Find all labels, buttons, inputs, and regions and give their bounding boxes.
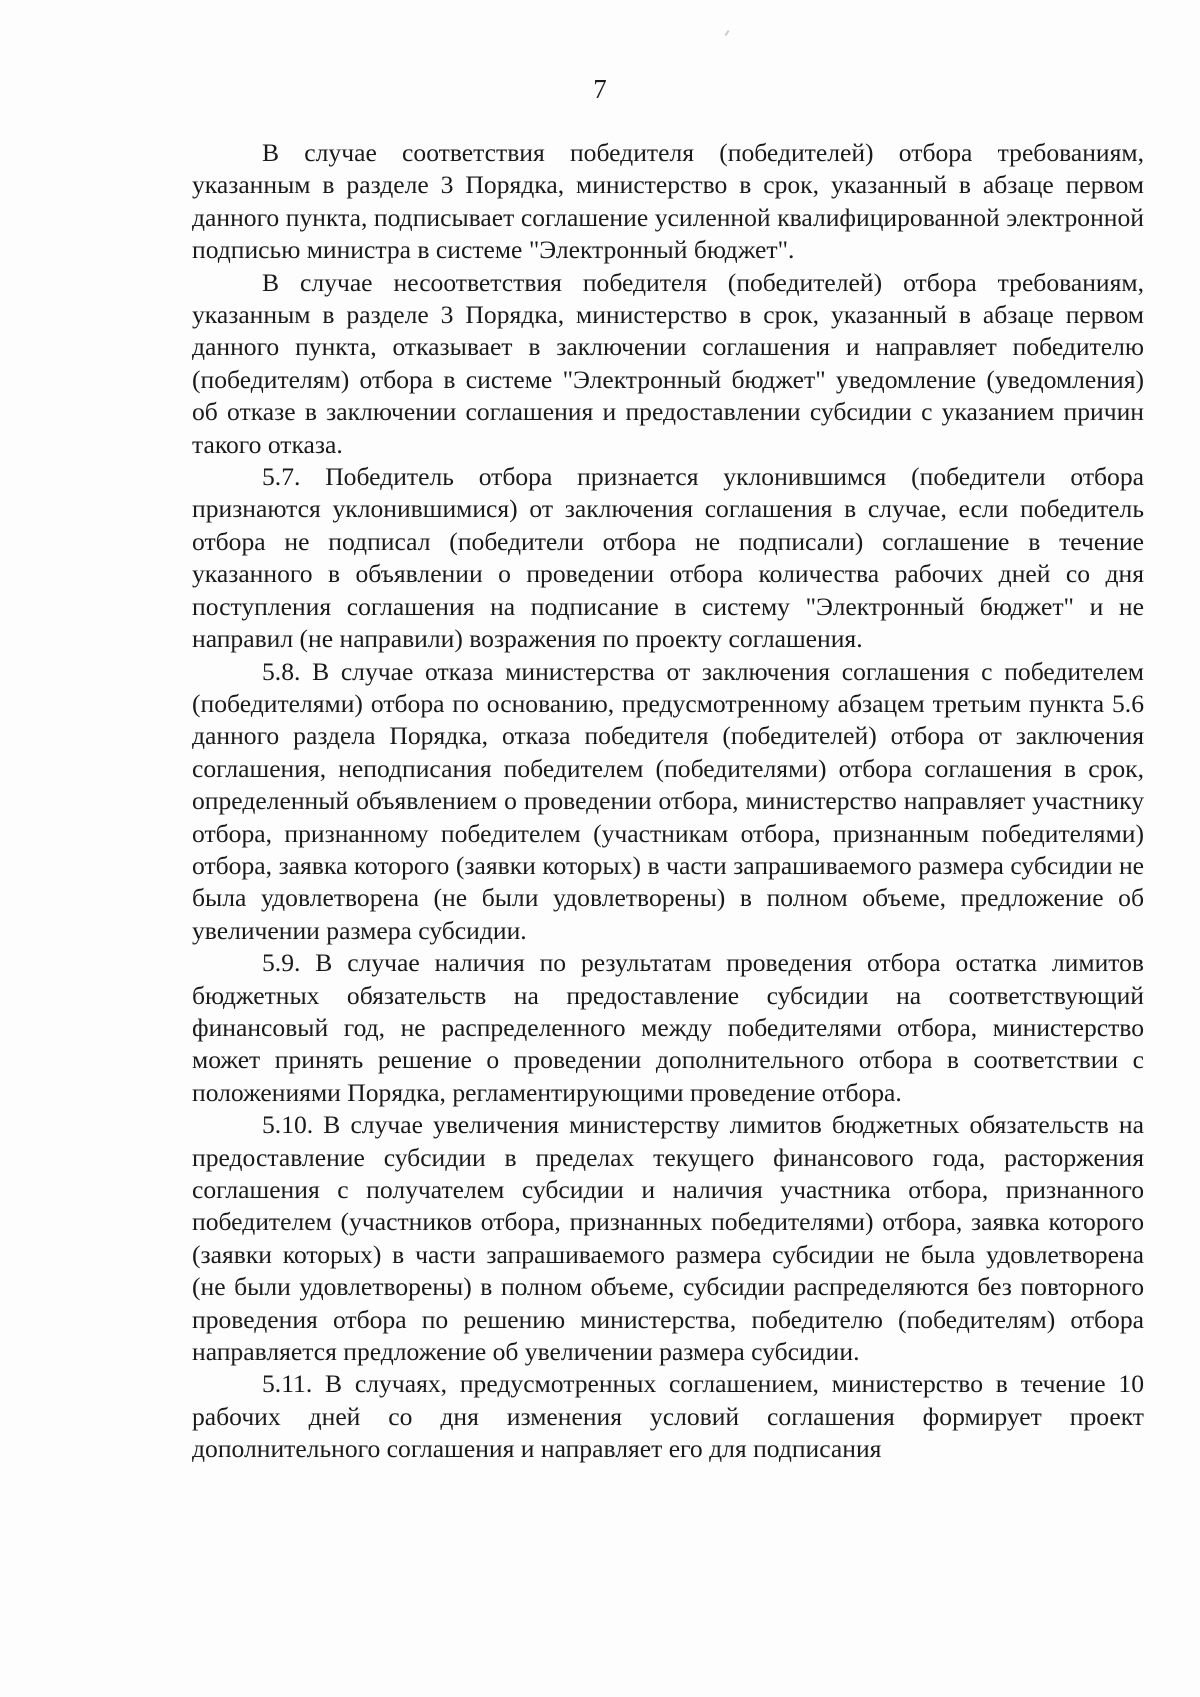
- paragraph-5-11: 5.11. В случаях, предусмотренных соглашением, министерство в течение 10 рабочих дней со дня изменения условий соглашения формирует проект дополнительного соглашения и направляет его для подписания: [192, 1369, 1144, 1464]
- paragraph-5-9: 5.9. В случае наличия по результатам проведения отбора остатка лимитов бюджетных обязательств на предоставление субсидии на соответствующий финансовый год, не распределенного между победителями отбора, министерство может принять решение о проведении дополнительного отбора в соответствии с положениями Порядка, регламентирующими проведение отбора.: [192, 948, 1144, 1107]
- paragraph-5-7: 5.7. Победитель отбора признается уклонившимся (победители отбора признаются уклонившимися) от заключения соглашения в случае, если победитель отбора не подписал (победители отбора не подписали) соглашение в течение указанного в объявлении о проведении отбора количества рабочих дней со дня поступления соглашения на подписание в систему "Электронный бюджет" и не направил (не направили) возражения по проекту соглашения.: [192, 462, 1144, 654]
- paragraph-winner-compliance: В случае соответствия победителя (победителей) отбора требованиям, указанным в разделе 3 Порядка, министерство в срок, указанный в абзаце первом данного пункта, подписывает соглашение усиленной квалифицированной электронной подписью министра в системе "Электронный бюджет".: [192, 138, 1144, 265]
- paragraph-winner-noncompliance: В случае несоответствия победителя (победителей) отбора требованиям, указанным в разделе 3 Порядка, министерство в срок, указанный в абзаце первом данного пункта, отказывает в заключении соглашения и направляет победителю (победителям) отбора в системе "Электронный бюджет" уведомление (уведомления) об отказе в заключении соглашения и предоставлении субсидии с указанием причин такого отказа.: [192, 267, 1144, 459]
- scan-speck: [724, 30, 729, 36]
- document-body: [192, 137, 1144, 1466]
- paragraph-5-10: 5.10. В случае увеличения министерству лимитов бюджетных обязательств на предоставление субсидии в пределах текущего финансового года, расторжения соглашения с получателем субсидии и наличия участника отбора, признанного победителем (участников отбора, признанных победителями) отбора, заявка которого (заявки которых) в части запрашиваемого размера субсидии не была удовлетворена (не были удовлетворены) в полном объеме, субсидии распределяются без повторного проведения отбора по решению министерства, победителю (победителям) отбора направляется предложение об увеличении размера субсидии.: [192, 1110, 1144, 1367]
- paragraph-5-8: 5.8. В случае отказа министерства от заключения соглашения с победителем (победителями) отбора по основанию, предусмотренному абзацем третьим пункта 5.6 данного раздела Порядка, отказа победителя (победителей) отбора от заключения соглашения, неподписания победителем (победителями) отбора соглашения в срок, определенный объявлением о проведении отбора, министерство направляет участнику отбора, признанному победителем (участникам отбора, признанным победителями) отбора, заявка которого (заявки которых) в части запрашиваемого размера субсидии не была удовлетворена (не были удовлетворены) в полном объеме, предложение об увеличении размера субсидии.: [192, 656, 1144, 945]
- page-number: 7: [593, 74, 607, 104]
